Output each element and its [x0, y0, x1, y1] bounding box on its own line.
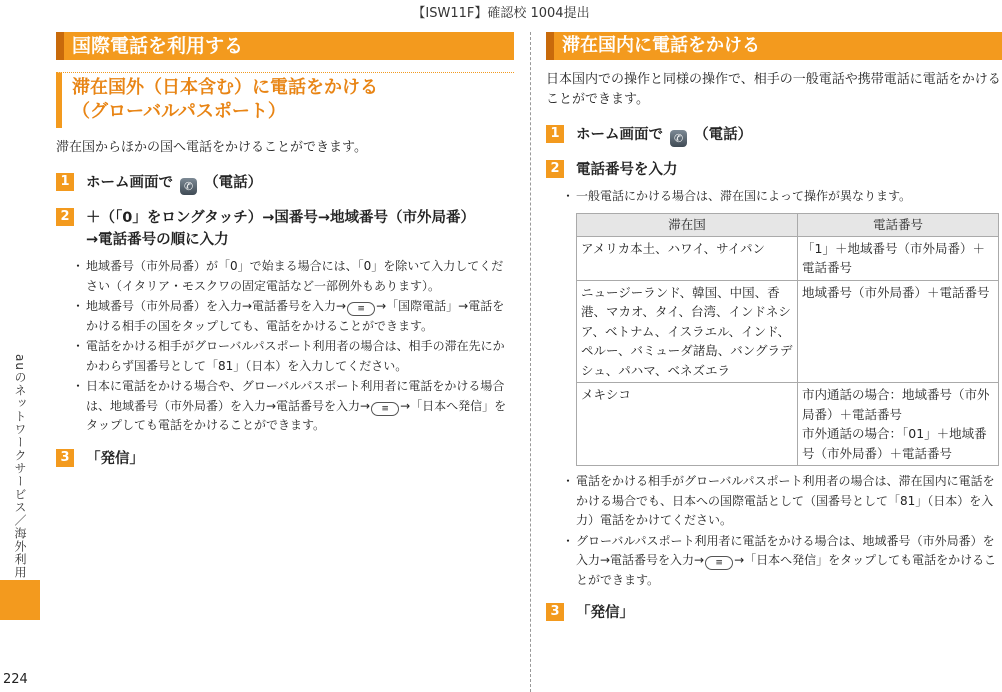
- section-vertical-label: auのネットワークサービス／海外利用: [13, 354, 27, 579]
- table-row: [577, 280, 999, 383]
- step-1: [56, 172, 514, 195]
- step-number: 3: [546, 603, 564, 621]
- table-cell: ニュージーランド、韓国、中国、香港、マカオ、タイ、台湾、インドネシア、ベトナム、イスラエル、インド、ペルー、バミューダ諸島、バングラデシュ、パハマ、ベネズエラ: [577, 280, 798, 383]
- sub-heading: [56, 72, 514, 128]
- step-text-a: ホーム画面で: [86, 175, 173, 191]
- note-text: 地域番号（市外局番）を入力→電話番号を入力→: [86, 299, 347, 313]
- table-header: 滞在国: [577, 213, 798, 236]
- note-text: →「国際電話」→電話をかける相手の国をタップしても、電話をかけることができます。: [86, 299, 505, 333]
- note-item: ・ 電話をかける相手がグローバルパスポート利用者の場合は、相手の滞在先にかかわらず国番号として「81」（日本）を入力してください。: [86, 337, 514, 376]
- step-text: [576, 124, 752, 147]
- step-text: [86, 207, 475, 251]
- table-cell: メキシコ: [577, 383, 798, 466]
- right-heading: 滞在国内に電話をかける: [546, 32, 1002, 60]
- note-text: グローバルパスポート利用者に電話をかける場合は、地域番号（市外局番）を入力→電話番号を入力→: [576, 533, 995, 567]
- right-column: [546, 32, 1002, 624]
- note-text: →「日本へ発信」をタップしても電話をかけることができます。: [86, 398, 507, 432]
- sub-heading-line1: 滞在国外（日本含む）に電話をかける: [72, 77, 378, 98]
- note-item: ・ 一般電話にかける場合は、滞在国によって操作が異なります。: [576, 187, 1002, 207]
- step-text: 「発信」: [576, 605, 634, 621]
- page-header: 【ISW11F】確認校 1004提出: [412, 6, 590, 21]
- phone-icon: ✆: [670, 130, 687, 147]
- note-text: →「日本へ発信」をタップしても電話をかけることができます。: [576, 553, 997, 587]
- step-3: [546, 602, 1002, 624]
- table-cell: 「1」＋地域番号（市外局番）＋電話番号: [798, 236, 999, 280]
- step-3: [56, 448, 514, 470]
- note-item: [86, 377, 514, 436]
- notes-list: [56, 257, 514, 436]
- sidebar: [0, 338, 40, 620]
- sub-heading-line2: （グローバルパスポート）: [72, 101, 286, 122]
- left-column: [56, 32, 514, 470]
- intro-text: 滞在国からほかの国へ電話をかけることができます。: [56, 140, 367, 155]
- step-1: [546, 124, 1002, 147]
- step-number: 1: [546, 125, 564, 143]
- note-text: 日本に電話をかける場合や、グローバルパスポート利用者に電話をかける場合は、地域番号（市外局番）を入力→電話番号を入力→: [86, 379, 505, 413]
- phone-icon: ✆: [180, 178, 197, 195]
- step-text-line1: ＋（「0」をロングタッチ）→国番号→地域番号（市外局番）: [86, 210, 476, 226]
- country-table: [576, 213, 999, 467]
- note-item: ・ 地域番号（市外局番）が「0」で始まる場合には、「0」を除いて入力してください（イタリア・モスクワの固定電話など一部例外もあります）。: [86, 257, 514, 296]
- table-header: 電話番号: [798, 213, 999, 236]
- step-text-b: （電話）: [694, 127, 753, 143]
- step-number: 2: [546, 160, 564, 178]
- table-cell: 市内通話の場合：地域番号（市外局番）＋電話番号 市外通話の場合：「01」＋地域番号（市外局番）＋電話番号: [798, 383, 999, 466]
- main-heading: 国際電話を利用する: [56, 32, 514, 60]
- step-text: 「発信」: [86, 450, 144, 467]
- step-text-a: ホーム画面で: [576, 127, 663, 143]
- step-2: [56, 207, 514, 251]
- table-cell: アメリカ本土、ハワイ、サイパン: [577, 236, 798, 280]
- step-2: [546, 159, 1002, 181]
- table-row: [577, 383, 999, 466]
- note-item: [86, 297, 514, 336]
- table-row: [577, 236, 999, 280]
- menu-key-icon: ≡: [347, 302, 375, 316]
- notes-list-top: [546, 187, 1002, 207]
- step-text: [86, 172, 262, 195]
- column-divider: [530, 32, 531, 692]
- table-cell: 地域番号（市外局番）＋電話番号: [798, 280, 999, 383]
- notes-list-bottom: [546, 472, 1002, 590]
- step-text: 電話番号を入力: [576, 162, 678, 178]
- right-intro-text: 日本国内での操作と同様の操作で、相手の一般電話や携帯電話に電話をかけることができます。: [546, 72, 1001, 107]
- step-number: 3: [56, 449, 74, 467]
- step-number: 2: [56, 208, 74, 226]
- note-item: [576, 532, 1002, 591]
- menu-key-icon: ≡: [371, 402, 399, 416]
- step-text-b: （電話）: [204, 175, 263, 191]
- step-number: 1: [56, 173, 74, 191]
- note-item: ・ 電話をかける相手がグローバルパスポート利用者の場合は、滞在国内に電話をかける場合でも、日本への国際電話として（国番号として「81」（日本）を入力）電話をかけてください。: [576, 472, 1002, 531]
- step-text-line2: →電話番号の順に入力: [86, 232, 229, 248]
- section-tab-marker: [0, 580, 40, 620]
- table-header-row: [577, 213, 999, 236]
- page-number: 224: [3, 672, 28, 687]
- menu-key-icon: ≡: [705, 556, 733, 570]
